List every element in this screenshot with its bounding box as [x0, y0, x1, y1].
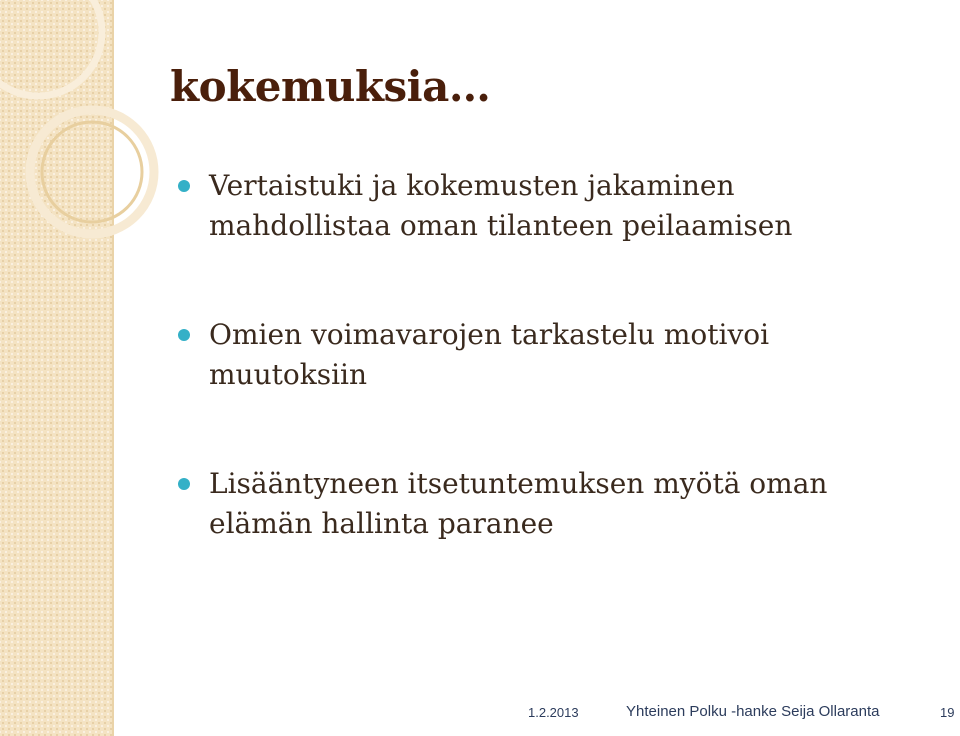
deco-ring-outer — [30, 110, 154, 234]
bullet-dot-icon — [178, 329, 190, 341]
bullet-text-line: Vertaistuki ja kokemusten jakaminen — [209, 169, 735, 202]
bullet-text-line: Lisääntyneen itsetuntemuksen myötä oman — [209, 467, 828, 500]
slide-title: kokemuksia… — [170, 62, 491, 111]
bullet-text-line: elämän hallinta paranee — [209, 507, 554, 540]
bullet-text-line: mahdollistaa oman tilanteen peilaamisen — [209, 209, 793, 242]
bullet-item — [178, 464, 938, 544]
bullet-text-line: muutoksiin — [209, 358, 368, 391]
bullet-dot-icon — [178, 478, 190, 490]
bullet-item — [178, 166, 938, 246]
bullet-text-line: Omien voimavarojen tarkastelu motivoi — [209, 318, 770, 351]
bullet-dot-icon — [178, 180, 190, 192]
slide-number: 19 — [940, 705, 955, 720]
deco-ring-large — [0, 0, 102, 96]
bullet-list — [178, 166, 938, 544]
deco-ring-inner — [42, 122, 142, 222]
bullet-item — [178, 315, 938, 395]
footer-text: Yhteinen Polku -hanke Seija Ollaranta — [626, 703, 880, 720]
decorative-rings — [0, 0, 180, 260]
slide-footer — [528, 703, 958, 725]
footer-date: 1.2.2013 — [528, 705, 579, 720]
